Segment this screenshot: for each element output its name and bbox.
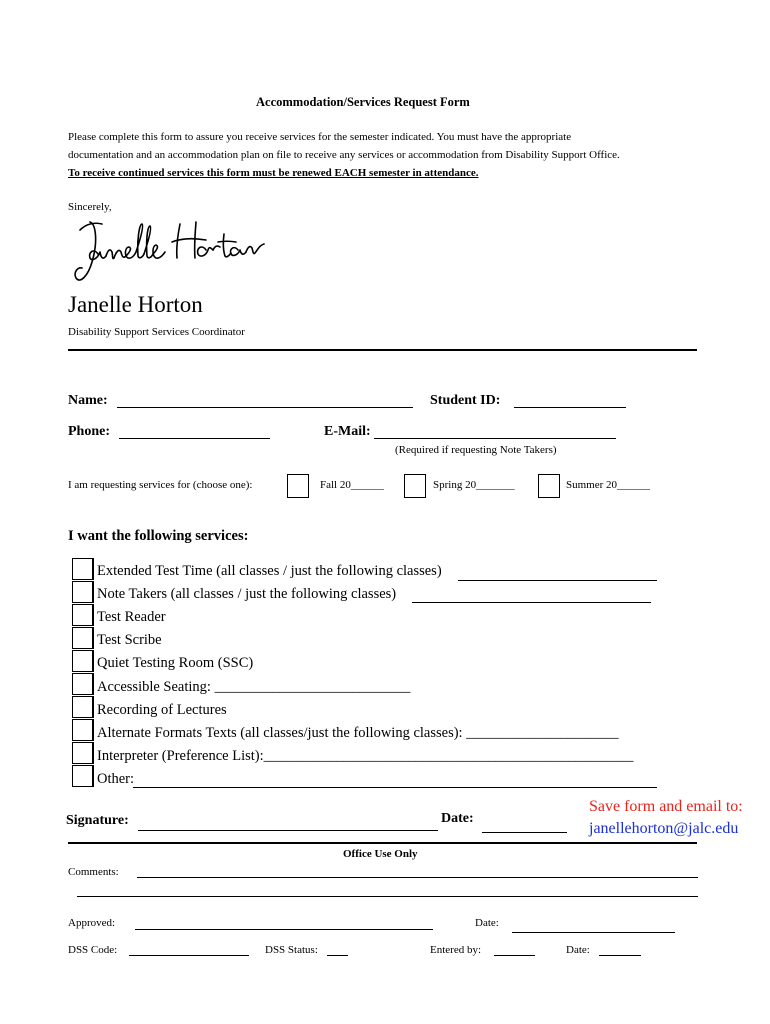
entered-by-line[interactable] — [494, 955, 535, 956]
spring-label: Spring 20_______ — [433, 479, 515, 491]
semester-prompt: I am requesting services for (choose one): — [68, 479, 253, 491]
signature-date-label: Date: — [441, 811, 474, 826]
comments-line-1[interactable] — [137, 877, 698, 878]
service-checkbox-alternate-formats[interactable] — [72, 719, 94, 741]
dss-code-line[interactable] — [129, 955, 249, 956]
office-divider — [68, 842, 697, 844]
submit-instruction: Save form and email to: — [589, 798, 743, 815]
office-use-heading: Office Use Only — [343, 848, 418, 860]
dss-code-label: DSS Code: — [68, 944, 118, 956]
name-field[interactable] — [117, 393, 413, 408]
service-label-quiet-room: Quiet Testing Room (SSC) — [97, 655, 254, 671]
service-label-other: Other: — [97, 771, 135, 787]
dss-status-line[interactable] — [327, 955, 348, 956]
service-label-alternate-formats: Alternate Formats Texts (all classes/just the following classes): _____________________ — [97, 725, 619, 741]
form-title: Accommodation/Services Request Form — [256, 95, 470, 109]
summer-checkbox[interactable] — [538, 474, 560, 498]
approved-label: Approved: — [68, 917, 116, 929]
email-label: E-Mail: — [324, 424, 371, 439]
name-label: Name: — [68, 393, 108, 408]
service-label-test-scribe: Test Scribe — [97, 632, 162, 648]
service-label-interpreter: Interpreter (Preference List):___________________________________________________ — [97, 748, 634, 764]
service-label-recording: Recording of Lectures — [97, 702, 227, 718]
extended-time-line[interactable] — [458, 580, 657, 581]
service-checkbox-extended-time[interactable] — [72, 558, 94, 580]
service-checkbox-other[interactable] — [72, 765, 94, 787]
office-date2-line[interactable] — [599, 955, 641, 956]
service-checkbox-note-takers[interactable] — [72, 581, 94, 603]
header-divider — [68, 349, 697, 351]
student-id-field[interactable] — [514, 393, 626, 408]
coordinator-signature-image — [68, 212, 268, 292]
submit-email-link[interactable]: janellehorton@jalc.edu — [589, 820, 739, 837]
student-id-label: Student ID: — [430, 393, 501, 408]
service-checkbox-accessible-seating[interactable] — [72, 673, 94, 695]
phone-field[interactable] — [119, 424, 270, 439]
phone-label: Phone: — [68, 424, 110, 439]
service-checkbox-test-reader[interactable] — [72, 604, 94, 626]
signer-name: Janelle Horton — [68, 292, 203, 317]
renewal-notice: To receive continued services this form must be renewed EACH semester in attendance. — [68, 167, 479, 179]
signature-field[interactable] — [138, 816, 438, 831]
service-checkbox-quiet-room[interactable] — [72, 650, 94, 672]
email-field[interactable] — [374, 424, 616, 439]
service-checkbox-test-scribe[interactable] — [72, 627, 94, 649]
services-heading: I want the following services: — [68, 528, 249, 544]
email-note: (Required if requesting Note Takers) — [395, 444, 557, 456]
service-label-note-takers: Note Takers (all classes / just the following classes) — [97, 586, 397, 602]
dss-status-label: DSS Status: — [265, 944, 318, 956]
office-date-label: Date: — [475, 917, 499, 929]
other-line[interactable] — [133, 787, 657, 788]
signature-date-field[interactable] — [482, 818, 567, 833]
approved-line[interactable] — [135, 929, 433, 930]
service-label-extended-time: Extended Test Time (all classes / just the following classes) — [97, 563, 442, 579]
intro-line-1: Please complete this form to assure you receive services for the semester indicated. You must have the appropriate — [68, 131, 572, 143]
signature-label: Signature: — [66, 813, 129, 828]
summer-label: Summer 20______ — [566, 479, 651, 491]
service-checkbox-interpreter[interactable] — [72, 742, 94, 764]
closing-text: Sincerely, — [68, 201, 112, 213]
comments-label: Comments: — [68, 866, 119, 878]
entered-by-label: Entered by: — [430, 944, 482, 956]
office-date-line[interactable] — [512, 932, 675, 933]
note-takers-line[interactable] — [412, 602, 651, 603]
service-checkbox-recording[interactable] — [72, 696, 94, 718]
fall-checkbox[interactable] — [287, 474, 309, 498]
service-label-test-reader: Test Reader — [97, 609, 166, 625]
fall-label: Fall 20______ — [320, 479, 384, 491]
spring-checkbox[interactable] — [404, 474, 426, 498]
comments-line-2[interactable] — [77, 896, 698, 897]
intro-line-2: documentation and an accommodation plan on file to receive any services or accommodation from Disability Support Office. — [68, 149, 620, 161]
service-label-accessible-seating: Accessible Seating: ___________________________ — [97, 679, 411, 695]
signer-title: Disability Support Services Coordinator — [68, 326, 245, 338]
office-date2-label: Date: — [566, 944, 590, 956]
